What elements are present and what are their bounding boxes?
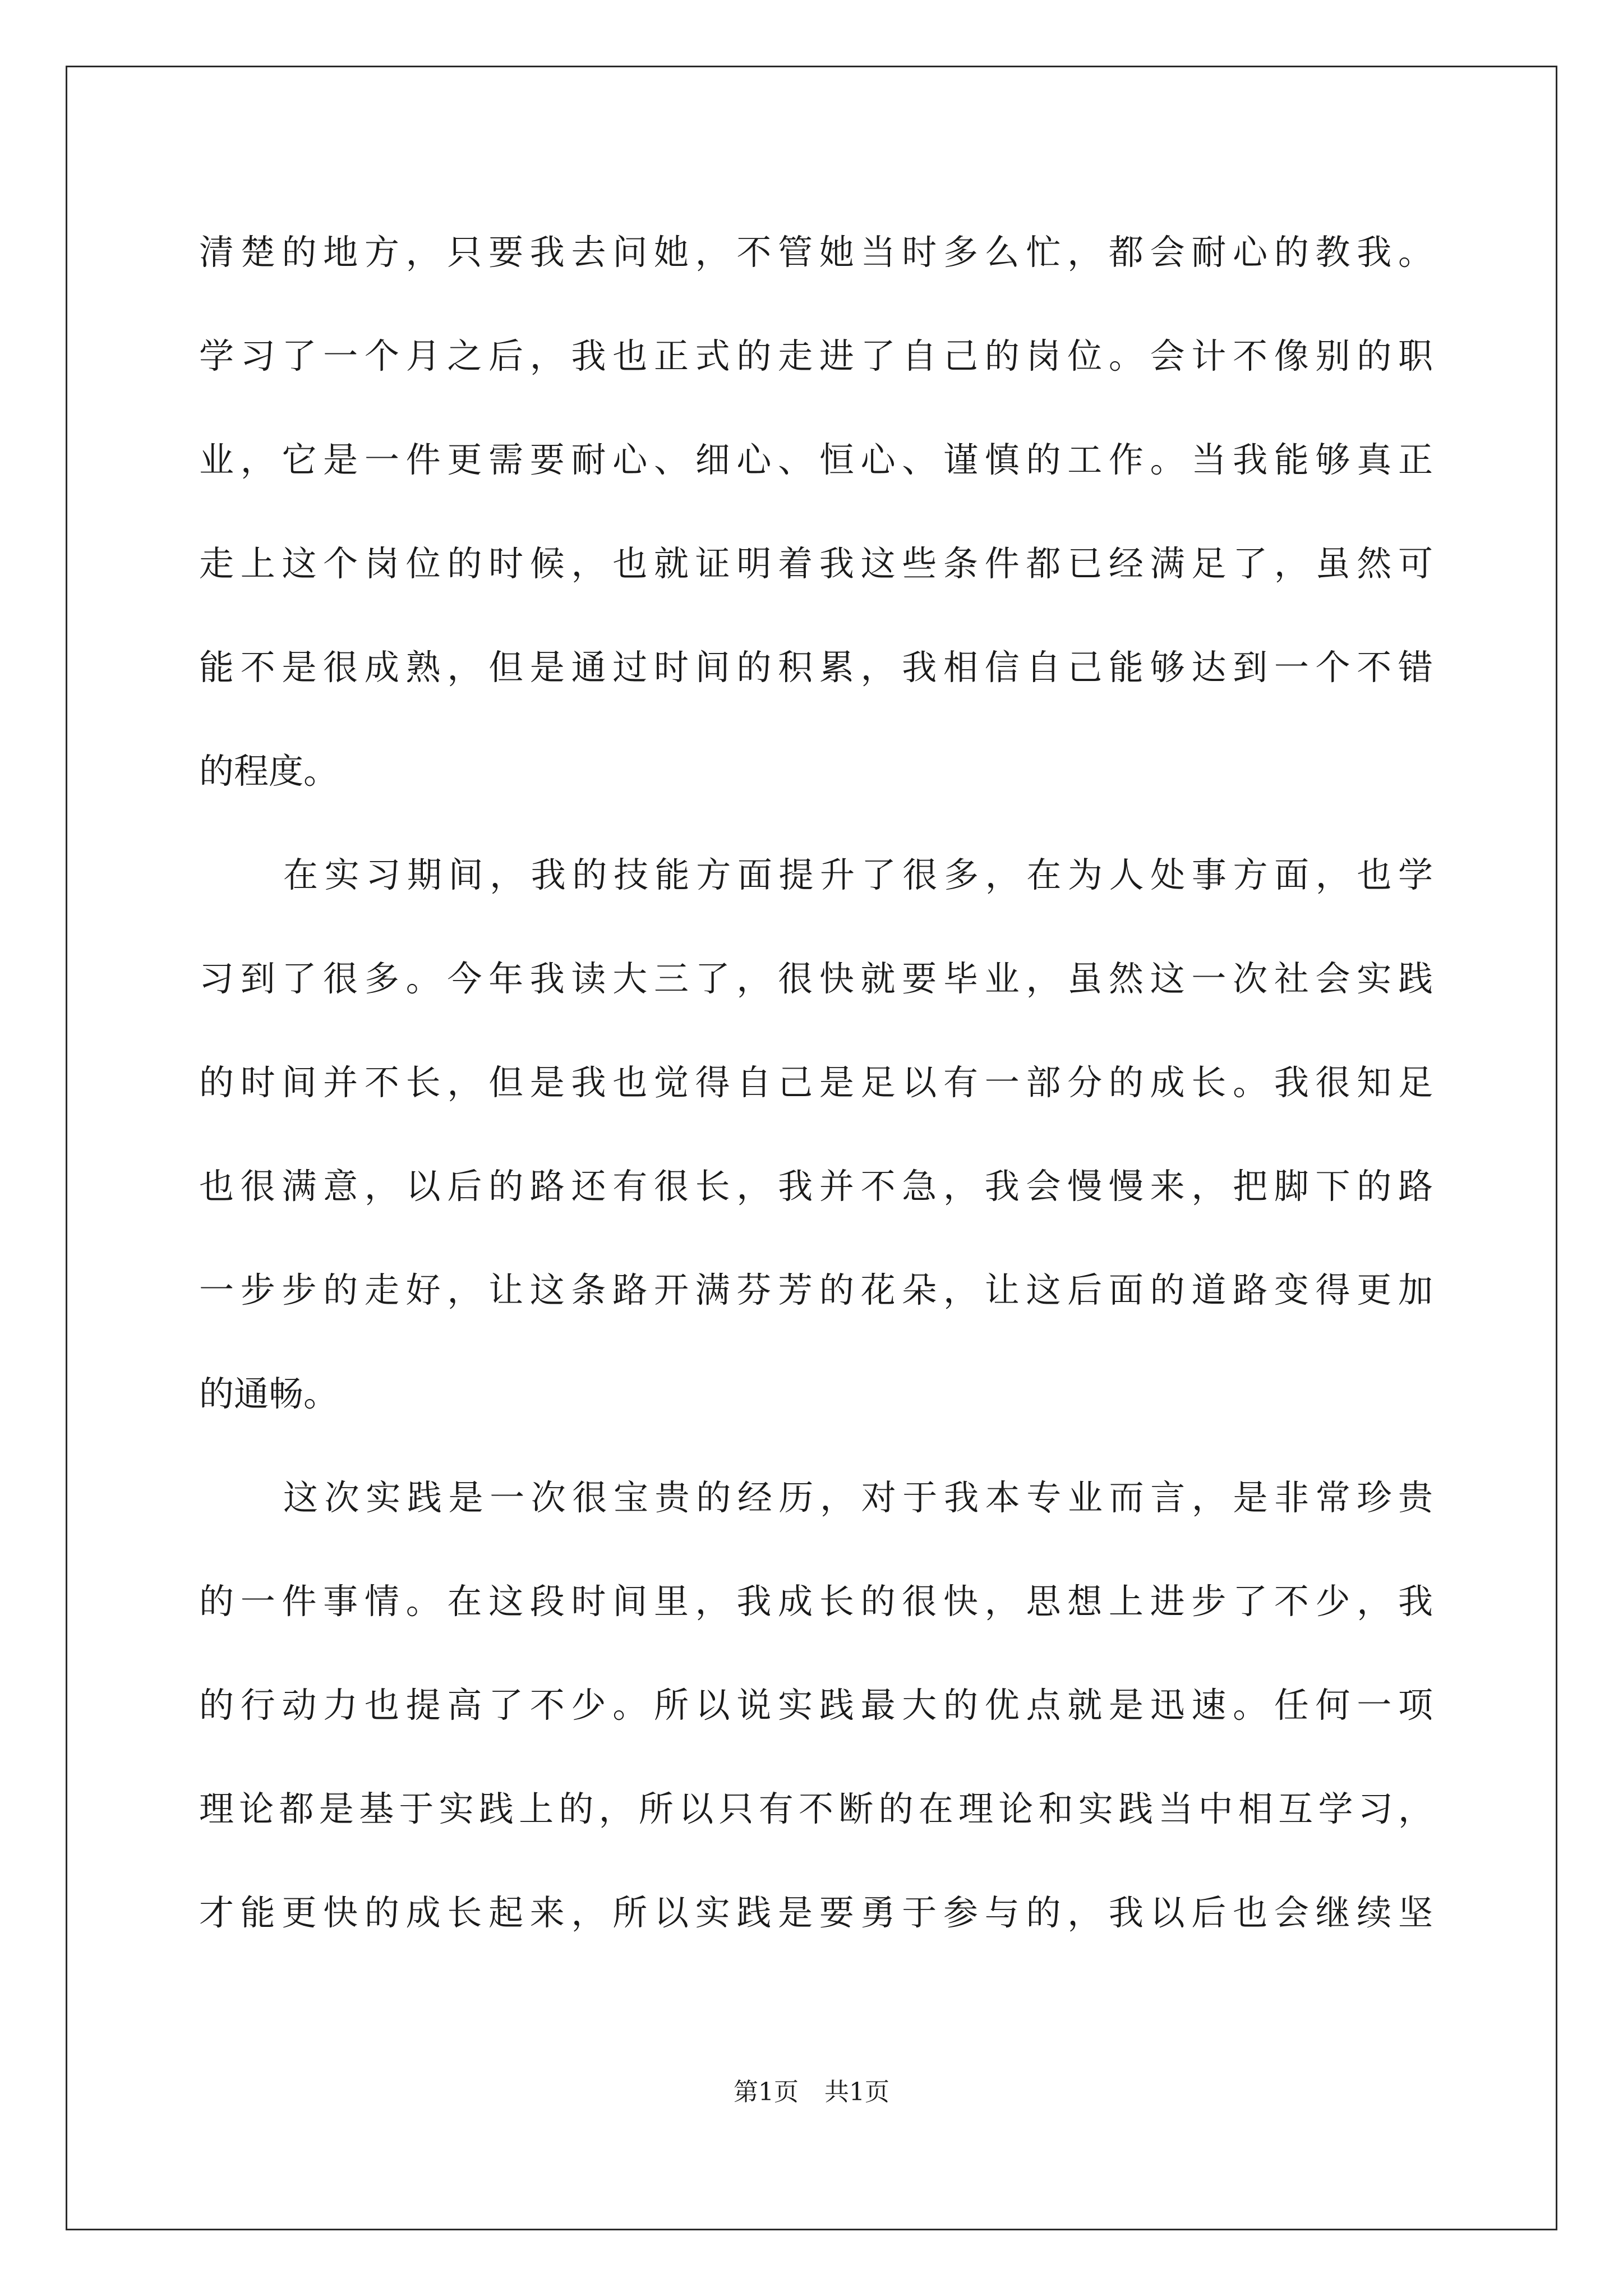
paragraph-line: 一步步的走好，让这条路开满芬芳的花朵，让这后面的道路变得更加: [199, 1269, 1433, 1310]
paragraph-line: 也很满意，以后的路还有很长，我并不急，我会慢慢来，把脚下的路: [199, 1166, 1433, 1207]
current-page-label: 第1页: [734, 2078, 799, 2106]
paragraph-line: 学习了一个月之后，我也正式的走进了自己的岗位。会计不像别的职: [199, 335, 1433, 376]
paragraph-line: 的时间并不长，但是我也觉得自己是足以有一部分的成长。我很知足: [199, 1062, 1433, 1103]
paragraph-line: 习到了很多。今年我读大三了，很快就要毕业，虽然这一次社会实践: [199, 958, 1433, 999]
paragraph-line: 理论都是基于实践上的，所以只有不断的在理论和实践当中相互学习，: [199, 1788, 1433, 1829]
paragraph-line: 的程度。: [199, 751, 339, 792]
paragraph-line: 在实习期间，我的技能方面提升了很多，在为人处事方面，也学: [283, 854, 1433, 895]
paragraph-line: 这次实践是一次很宝贵的经历，对于我本专业而言，是非常珍贵: [283, 1477, 1433, 1518]
paragraph-line: 业，它是一件更需要耐心、细心、恒心、谨慎的工作。当我能够真正: [199, 439, 1433, 480]
page-footer: [0, 2076, 1623, 2109]
paragraph-line: 能不是很成熟，但是通过时间的积累，我相信自己能够达到一个不错: [199, 647, 1433, 688]
paragraph-line: 的行动力也提高了不少。所以说实践最大的优点就是迅速。任何一项: [199, 1685, 1433, 1726]
paragraph-line: 的一件事情。在这段时间里，我成长的很快，思想上进步了不少，我: [199, 1581, 1433, 1622]
paragraph-line: 清楚的地方，只要我去问她，不管她当时多么忙，都会耐心的教我。: [199, 232, 1433, 273]
paragraph-line: 的通畅。: [199, 1373, 339, 1414]
paragraph-line: 走上这个岗位的时候，也就证明着我这些条件都已经满足了，虽然可: [199, 543, 1433, 584]
paragraph-line: 才能更快的成长起来，所以实践是要勇于参与的，我以后也会继续坚: [199, 1892, 1433, 1933]
total-pages-label: 共1页: [824, 2078, 889, 2106]
